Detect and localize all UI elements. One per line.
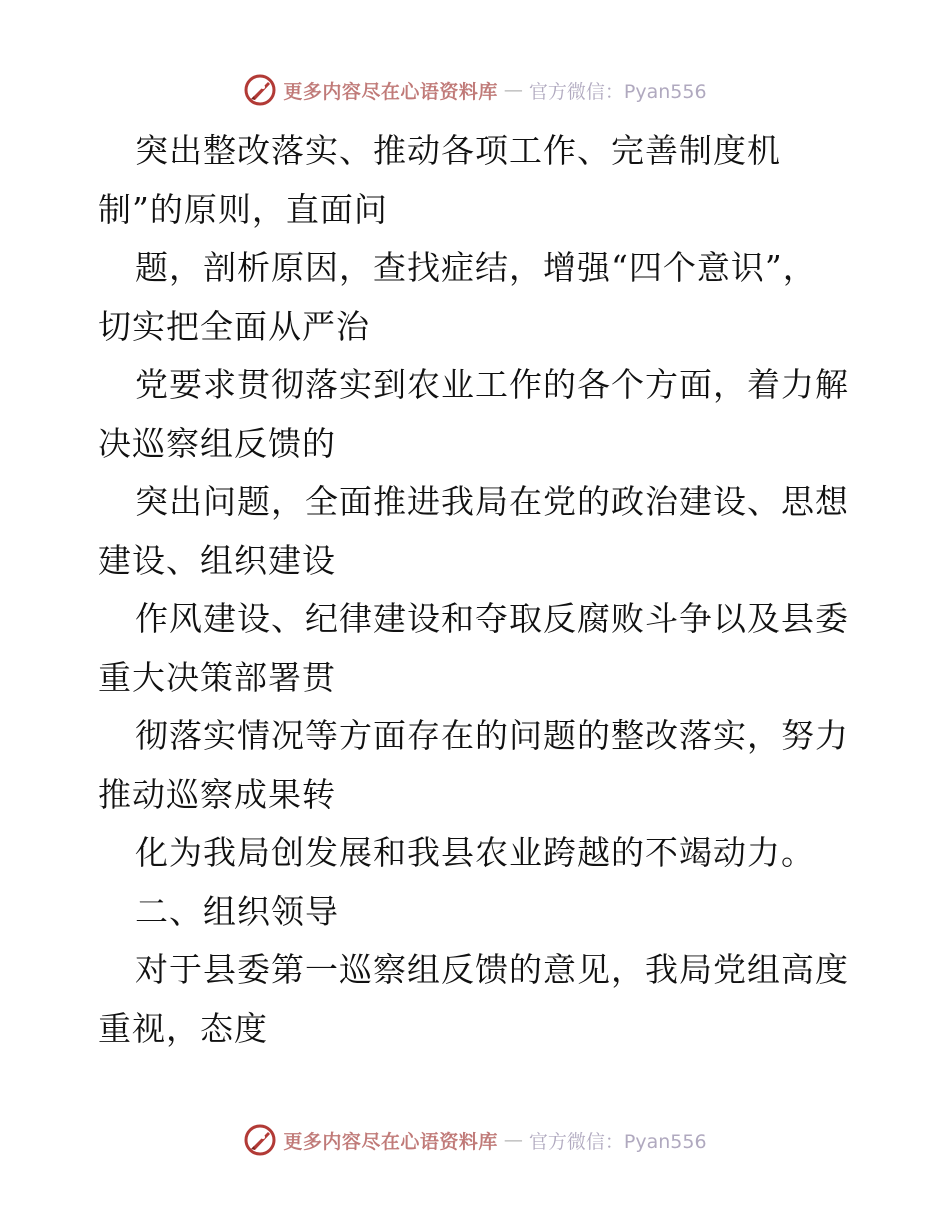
section-heading: 二、组织领导 xyxy=(135,891,339,931)
body-line: 突出整改落实、推动各项工作、完善制度机 xyxy=(135,131,781,170)
body-line: 推动巡察成果转 xyxy=(98,774,336,814)
quill-logo-icon xyxy=(243,1123,277,1157)
body-line: 对于县委第一巡察组反馈的意见，我局党组高度 xyxy=(135,950,849,989)
footer-watermark xyxy=(0,1120,950,1160)
watermark-contact-text: 官方微信：Pyan556 xyxy=(528,1130,707,1153)
body-line: 重视，态度 xyxy=(98,1008,268,1048)
body-line: 化为我局创发展和我县农业跨越的不竭动力。 xyxy=(135,833,815,872)
document-body xyxy=(98,122,858,1058)
body-line: 切实把全面从严治 xyxy=(98,306,370,346)
body-line: 制”的原则，直面问 xyxy=(98,189,388,229)
quill-logo-icon xyxy=(243,73,277,107)
body-line: 作风建设、纪律建设和夺取反腐败斗争以及县委 xyxy=(135,599,849,638)
body-line: 党要求贯彻落实到农业工作的各个方面，着力解 xyxy=(135,365,849,404)
watermark-separator: — xyxy=(503,1129,523,1151)
body-line: 决巡察组反馈的 xyxy=(98,423,336,463)
body-line: 彻落实情况等方面存在的问题的整改落实，努力 xyxy=(135,716,849,755)
watermark-separator: — xyxy=(503,79,523,101)
header-watermark xyxy=(0,70,950,110)
watermark-brand-text: 更多内容尽在心语资料库 xyxy=(283,80,498,103)
body-line: 重大决策部署贯 xyxy=(98,657,336,697)
watermark-brand-text: 更多内容尽在心语资料库 xyxy=(283,1130,498,1153)
body-line: 突出问题，全面推进我局在党的政治建设、思想 xyxy=(135,482,849,521)
watermark-contact-text: 官方微信：Pyan556 xyxy=(528,80,707,103)
body-line: 建设、组织建设 xyxy=(98,540,336,580)
body-line: 题，剖析原因，查找症结，增强“四个意识”， xyxy=(135,248,817,287)
